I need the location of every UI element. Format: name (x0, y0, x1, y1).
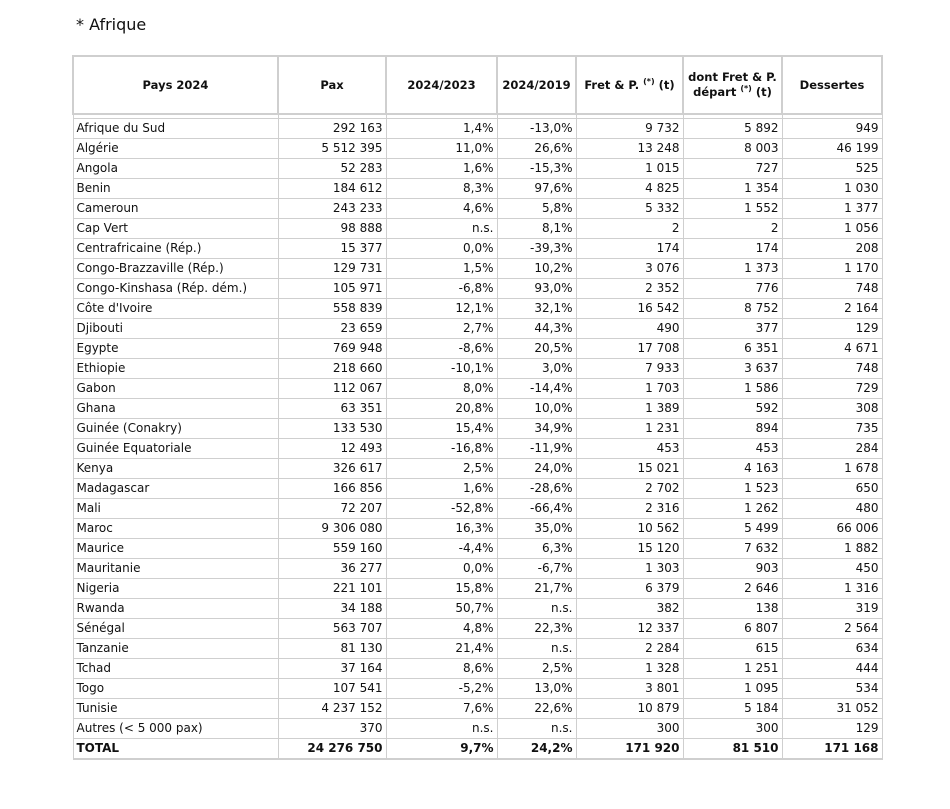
cell-dont-fret: 903 (683, 559, 782, 579)
cell-var-2023: 21,4% (386, 639, 497, 659)
table-row (73, 299, 882, 319)
cell-var-2019: 5,8% (497, 199, 576, 219)
cell-fret: 3 801 (576, 679, 683, 699)
cell-var-2023: 2,7% (386, 319, 497, 339)
cell-country: Ethiopie (73, 359, 278, 379)
cell-dont-fret: 727 (683, 159, 782, 179)
cell-pax: 34 188 (278, 599, 386, 619)
cell-country: Nigeria (73, 579, 278, 599)
cell-fret: 3 076 (576, 259, 683, 279)
cell-dessertes: 634 (782, 639, 882, 659)
cell-var-2023: 4,6% (386, 199, 497, 219)
cell-country: Guinée (Conakry) (73, 419, 278, 439)
cell-dessertes: 949 (782, 119, 882, 139)
cell-country: Tchad (73, 659, 278, 679)
table-row (73, 619, 882, 639)
cell-dessertes: 4 671 (782, 339, 882, 359)
header-dont-line1: dont Fret & P. (688, 70, 777, 84)
cell-fret: 1 303 (576, 559, 683, 579)
cell-country: Benin (73, 179, 278, 199)
total-var-2019: 24,2% (497, 739, 576, 760)
cell-fret: 15 120 (576, 539, 683, 559)
total-fret: 171 920 (576, 739, 683, 760)
cell-dont-fret: 5 499 (683, 519, 782, 539)
cell-var-2019: -14,4% (497, 379, 576, 399)
cell-var-2019: 21,7% (497, 579, 576, 599)
cell-dessertes: 129 (782, 319, 882, 339)
cell-pax: 221 101 (278, 579, 386, 599)
cell-country: Angola (73, 159, 278, 179)
cell-fret: 9 732 (576, 119, 683, 139)
cell-var-2019: 2,5% (497, 659, 576, 679)
header-dont-fret (683, 56, 782, 114)
cell-var-2019: 8,1% (497, 219, 576, 239)
cell-pax: 558 839 (278, 299, 386, 319)
cell-country: Côte d'Ivoire (73, 299, 278, 319)
cell-fret: 2 352 (576, 279, 683, 299)
table-row (73, 659, 882, 679)
cell-dessertes: 129 (782, 719, 882, 739)
header-dessertes: Dessertes (782, 56, 882, 114)
cell-var-2019: -13,0% (497, 119, 576, 139)
cell-fret: 382 (576, 599, 683, 619)
cell-dessertes: 748 (782, 359, 882, 379)
cell-pax: 370 (278, 719, 386, 739)
header-fret-sup: (*) (643, 76, 655, 86)
cell-var-2019: 97,6% (497, 179, 576, 199)
cell-var-2023: 8,6% (386, 659, 497, 679)
cell-var-2023: -8,6% (386, 339, 497, 359)
cell-country: Maroc (73, 519, 278, 539)
table-body (73, 114, 882, 759)
cell-dont-fret: 4 163 (683, 459, 782, 479)
cell-pax: 23 659 (278, 319, 386, 339)
cell-var-2023: 8,0% (386, 379, 497, 399)
table-row (73, 239, 882, 259)
cell-var-2023: n.s. (386, 719, 497, 739)
table-row (73, 719, 882, 739)
cell-var-2023: 0,0% (386, 239, 497, 259)
cell-dessertes: 2 164 (782, 299, 882, 319)
cell-dont-fret: 776 (683, 279, 782, 299)
cell-dessertes: 1 056 (782, 219, 882, 239)
header-fret-unit: (t) (658, 77, 675, 92)
header-dont-sup: (*) (740, 84, 752, 94)
cell-dont-fret: 5 892 (683, 119, 782, 139)
cell-fret: 5 332 (576, 199, 683, 219)
header-fret (576, 56, 683, 114)
cell-pax: 112 067 (278, 379, 386, 399)
header-pax: Pax (278, 56, 386, 114)
cell-var-2019: -11,9% (497, 439, 576, 459)
cell-dont-fret: 6 351 (683, 339, 782, 359)
cell-country: Cap Vert (73, 219, 278, 239)
cell-var-2019: 34,9% (497, 419, 576, 439)
cell-dont-fret: 453 (683, 439, 782, 459)
cell-dessertes: 1 030 (782, 179, 882, 199)
cell-pax: 326 617 (278, 459, 386, 479)
cell-fret: 12 337 (576, 619, 683, 639)
cell-fret: 10 562 (576, 519, 683, 539)
cell-country: Afrique du Sud (73, 119, 278, 139)
cell-pax: 36 277 (278, 559, 386, 579)
cell-dont-fret: 8 003 (683, 139, 782, 159)
cell-dessertes: 1 377 (782, 199, 882, 219)
cell-dont-fret: 1 523 (683, 479, 782, 499)
table-row (73, 539, 882, 559)
cell-var-2019: 10,2% (497, 259, 576, 279)
cell-var-2023: -4,4% (386, 539, 497, 559)
cell-pax: 37 164 (278, 659, 386, 679)
cell-fret: 1 328 (576, 659, 683, 679)
cell-country: Rwanda (73, 599, 278, 619)
table-row (73, 339, 882, 359)
cell-dessertes: 31 052 (782, 699, 882, 719)
cell-dont-fret: 1 251 (683, 659, 782, 679)
table-row (73, 159, 882, 179)
cell-var-2023: -52,8% (386, 499, 497, 519)
cell-var-2023: n.s. (386, 219, 497, 239)
cell-country: Congo-Brazzaville (Rép.) (73, 259, 278, 279)
cell-country: Gabon (73, 379, 278, 399)
cell-fret: 453 (576, 439, 683, 459)
cell-country: Maurice (73, 539, 278, 559)
cell-fret: 2 316 (576, 499, 683, 519)
cell-var-2019: 24,0% (497, 459, 576, 479)
cell-dont-fret: 1 586 (683, 379, 782, 399)
cell-fret: 490 (576, 319, 683, 339)
cell-var-2023: 2,5% (386, 459, 497, 479)
cell-var-2019: -28,6% (497, 479, 576, 499)
total-row (73, 739, 882, 760)
cell-var-2019: 6,3% (497, 539, 576, 559)
cell-fret: 1 015 (576, 159, 683, 179)
cell-pax: 166 856 (278, 479, 386, 499)
cell-fret: 17 708 (576, 339, 683, 359)
table-row (73, 279, 882, 299)
cell-dessertes: 729 (782, 379, 882, 399)
cell-dessertes: 284 (782, 439, 882, 459)
table-row (73, 379, 882, 399)
cell-dessertes: 480 (782, 499, 882, 519)
cell-dessertes: 748 (782, 279, 882, 299)
cell-dessertes: 650 (782, 479, 882, 499)
header-fret-label: Fret & P. (584, 77, 640, 92)
cell-pax: 129 731 (278, 259, 386, 279)
page-title: * Afrique (76, 15, 147, 34)
cell-var-2023: -5,2% (386, 679, 497, 699)
cell-dessertes: 1 316 (782, 579, 882, 599)
cell-var-2019: 10,0% (497, 399, 576, 419)
cell-country: Centrafricaine (Rép.) (73, 239, 278, 259)
cell-dont-fret: 615 (683, 639, 782, 659)
cell-dessertes: 735 (782, 419, 882, 439)
cell-dessertes: 2 564 (782, 619, 882, 639)
cell-dont-fret: 174 (683, 239, 782, 259)
cell-country: Algérie (73, 139, 278, 159)
cell-var-2023: 11,0% (386, 139, 497, 159)
cell-fret: 2 284 (576, 639, 683, 659)
cell-dont-fret: 592 (683, 399, 782, 419)
cell-var-2023: 15,8% (386, 579, 497, 599)
table-row (73, 479, 882, 499)
table-row (73, 419, 882, 439)
header-country: Pays 2024 (73, 56, 278, 114)
cell-pax: 769 948 (278, 339, 386, 359)
cell-var-2019: n.s. (497, 719, 576, 739)
cell-dessertes: 1 882 (782, 539, 882, 559)
cell-pax: 15 377 (278, 239, 386, 259)
cell-dessertes: 1 170 (782, 259, 882, 279)
cell-dont-fret: 7 632 (683, 539, 782, 559)
cell-fret: 2 (576, 219, 683, 239)
cell-var-2019: -15,3% (497, 159, 576, 179)
table-row (73, 359, 882, 379)
cell-pax: 218 660 (278, 359, 386, 379)
total-dont-fret: 81 510 (683, 739, 782, 760)
total-pax: 24 276 750 (278, 739, 386, 760)
cell-dont-fret: 138 (683, 599, 782, 619)
table-row (73, 199, 882, 219)
cell-pax: 243 233 (278, 199, 386, 219)
cell-country: Sénégal (73, 619, 278, 639)
cell-dont-fret: 377 (683, 319, 782, 339)
cell-dont-fret: 2 646 (683, 579, 782, 599)
cell-var-2023: -10,1% (386, 359, 497, 379)
cell-fret: 300 (576, 719, 683, 739)
cell-dessertes: 308 (782, 399, 882, 419)
cell-country: Tunisie (73, 699, 278, 719)
cell-dont-fret: 1 095 (683, 679, 782, 699)
cell-var-2019: n.s. (497, 639, 576, 659)
cell-var-2023: 1,6% (386, 159, 497, 179)
cell-pax: 559 160 (278, 539, 386, 559)
cell-pax: 9 306 080 (278, 519, 386, 539)
cell-var-2023: 4,8% (386, 619, 497, 639)
cell-fret: 16 542 (576, 299, 683, 319)
cell-dont-fret: 1 373 (683, 259, 782, 279)
cell-dont-fret: 300 (683, 719, 782, 739)
cell-var-2023: 1,4% (386, 119, 497, 139)
cell-dessertes: 66 006 (782, 519, 882, 539)
table-row (73, 599, 882, 619)
cell-pax: 12 493 (278, 439, 386, 459)
table-row (73, 459, 882, 479)
header-dont-unit: (t) (755, 85, 772, 99)
cell-var-2019: -66,4% (497, 499, 576, 519)
cell-dessertes: 534 (782, 679, 882, 699)
cell-country: Cameroun (73, 199, 278, 219)
table-row (73, 579, 882, 599)
cell-var-2019: -39,3% (497, 239, 576, 259)
cell-fret: 174 (576, 239, 683, 259)
table-row (73, 519, 882, 539)
cell-pax: 563 707 (278, 619, 386, 639)
cell-dont-fret: 8 752 (683, 299, 782, 319)
cell-pax: 133 530 (278, 419, 386, 439)
table-row (73, 119, 882, 139)
table-row (73, 679, 882, 699)
table-row (73, 439, 882, 459)
cell-var-2023: 16,3% (386, 519, 497, 539)
cell-dont-fret: 3 637 (683, 359, 782, 379)
cell-var-2023: 8,3% (386, 179, 497, 199)
cell-dessertes: 525 (782, 159, 882, 179)
table-row (73, 499, 882, 519)
cell-country: Djibouti (73, 319, 278, 339)
cell-var-2023: 12,1% (386, 299, 497, 319)
cell-country: Madagascar (73, 479, 278, 499)
cell-dont-fret: 894 (683, 419, 782, 439)
table-row (73, 639, 882, 659)
cell-pax: 5 512 395 (278, 139, 386, 159)
cell-var-2023: 1,5% (386, 259, 497, 279)
cell-var-2019: 32,1% (497, 299, 576, 319)
cell-pax: 184 612 (278, 179, 386, 199)
cell-dessertes: 450 (782, 559, 882, 579)
cell-var-2019: 22,3% (497, 619, 576, 639)
cell-country: Mauritanie (73, 559, 278, 579)
cell-country: Congo-Kinshasa (Rép. dém.) (73, 279, 278, 299)
cell-pax: 72 207 (278, 499, 386, 519)
cell-var-2019: 13,0% (497, 679, 576, 699)
cell-var-2019: 3,0% (497, 359, 576, 379)
cell-var-2019: 26,6% (497, 139, 576, 159)
cell-var-2023: 50,7% (386, 599, 497, 619)
cell-fret: 1 389 (576, 399, 683, 419)
cell-var-2019: 22,6% (497, 699, 576, 719)
table-row (73, 699, 882, 719)
cell-pax: 98 888 (278, 219, 386, 239)
cell-var-2019: 93,0% (497, 279, 576, 299)
cell-dont-fret: 6 807 (683, 619, 782, 639)
cell-dont-fret: 1 552 (683, 199, 782, 219)
cell-dessertes: 208 (782, 239, 882, 259)
table-row (73, 259, 882, 279)
table-row (73, 139, 882, 159)
table-row (73, 179, 882, 199)
cell-pax: 105 971 (278, 279, 386, 299)
cell-fret: 7 933 (576, 359, 683, 379)
cell-dessertes: 46 199 (782, 139, 882, 159)
cell-fret: 4 825 (576, 179, 683, 199)
cell-fret: 1 231 (576, 419, 683, 439)
cell-pax: 107 541 (278, 679, 386, 699)
cell-var-2023: 7,6% (386, 699, 497, 719)
cell-fret: 1 703 (576, 379, 683, 399)
africa-traffic-table (72, 55, 883, 760)
cell-var-2023: 0,0% (386, 559, 497, 579)
cell-var-2019: 20,5% (497, 339, 576, 359)
cell-var-2023: 1,6% (386, 479, 497, 499)
total-dessertes: 171 168 (782, 739, 882, 760)
cell-fret: 13 248 (576, 139, 683, 159)
cell-country: Egypte (73, 339, 278, 359)
cell-dont-fret: 2 (683, 219, 782, 239)
cell-var-2023: -16,8% (386, 439, 497, 459)
cell-pax: 52 283 (278, 159, 386, 179)
table-row (73, 399, 882, 419)
cell-country: Togo (73, 679, 278, 699)
cell-fret: 6 379 (576, 579, 683, 599)
cell-pax: 63 351 (278, 399, 386, 419)
cell-fret: 15 021 (576, 459, 683, 479)
cell-country: Mali (73, 499, 278, 519)
cell-dessertes: 1 678 (782, 459, 882, 479)
table-header-row (73, 56, 882, 114)
cell-pax: 81 130 (278, 639, 386, 659)
cell-dont-fret: 1 354 (683, 179, 782, 199)
cell-country: Autres (< 5 000 pax) (73, 719, 278, 739)
cell-var-2023: 15,4% (386, 419, 497, 439)
header-var-2019: 2024/2019 (497, 56, 576, 114)
table-row (73, 319, 882, 339)
header-dont-line2: départ (693, 85, 737, 99)
cell-var-2023: -6,8% (386, 279, 497, 299)
total-var-2023: 9,7% (386, 739, 497, 760)
cell-var-2019: n.s. (497, 599, 576, 619)
header-var-2023: 2024/2023 (386, 56, 497, 114)
cell-country: Guinée Equatoriale (73, 439, 278, 459)
cell-dont-fret: 5 184 (683, 699, 782, 719)
cell-var-2023: 20,8% (386, 399, 497, 419)
cell-pax: 292 163 (278, 119, 386, 139)
cell-country: Ghana (73, 399, 278, 419)
cell-country: Tanzanie (73, 639, 278, 659)
cell-country: Kenya (73, 459, 278, 479)
cell-pax: 4 237 152 (278, 699, 386, 719)
cell-dont-fret: 1 262 (683, 499, 782, 519)
cell-fret: 10 879 (576, 699, 683, 719)
table-row (73, 219, 882, 239)
cell-var-2019: 35,0% (497, 519, 576, 539)
cell-var-2019: -6,7% (497, 559, 576, 579)
cell-dessertes: 444 (782, 659, 882, 679)
cell-fret: 2 702 (576, 479, 683, 499)
cell-var-2019: 44,3% (497, 319, 576, 339)
table-row (73, 559, 882, 579)
total-country: TOTAL (73, 739, 278, 760)
cell-dessertes: 319 (782, 599, 882, 619)
